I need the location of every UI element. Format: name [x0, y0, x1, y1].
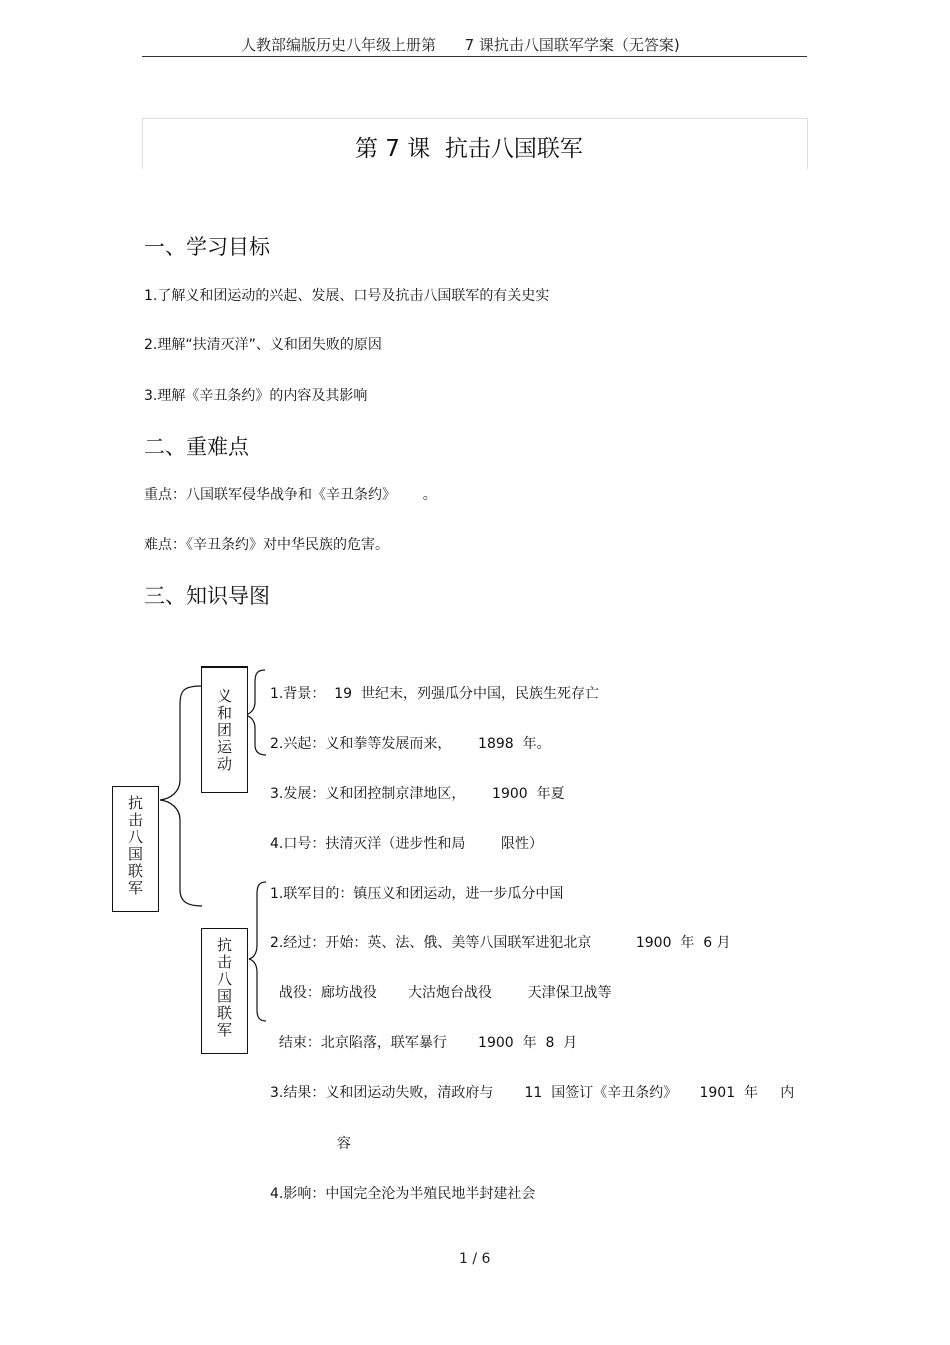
- objective-item: 2.理解“扶清灭洋”、义和团失败的原因: [144, 337, 382, 353]
- section-heading-key-points: 二、重难点: [144, 435, 249, 459]
- difficult-point-text: 难点：《辛丑条约》对中华民族的危害。: [144, 537, 389, 553]
- section-heading-mindmap: 三、知识导图: [144, 584, 270, 608]
- mindmap-item: 2.经过：开始：英、法、俄、美等八国联军进犯北京 1900 年 6 月: [270, 935, 731, 951]
- mindmap-item: 4.口号：扶清灭洋（进步性和局 限性）: [270, 836, 543, 852]
- section-heading-objectives: 一、学习目标: [144, 235, 270, 259]
- mindmap-item: 3.发展：义和团控制京津地区， 1900 年夏: [270, 786, 565, 802]
- key-point-text: 重点：八国联军侵华战争和《辛丑条约》 。: [144, 487, 437, 503]
- mindmap-item: 2.兴起：义和拳等发展而来， 1898 年。: [270, 736, 551, 752]
- mindmap-item: 1.背景： 19 世纪末，列强瓜分中国，民族生死存亡: [270, 686, 599, 702]
- page-number: 1 / 6: [459, 1251, 491, 1267]
- mindmap-item: 4.影响：中国完全沦为半殖民地半封建社会: [270, 1186, 536, 1202]
- mindmap-branch-label: 义 和 团 运 动: [216, 687, 232, 773]
- lesson-title: 第 7 课 抗击八国联军: [355, 136, 583, 162]
- mindmap-item: 结束：北京陷落，联军暴行 1900 年 8 月: [270, 1035, 578, 1051]
- mindmap-item: 3.结果：义和团运动失败，清政府与 11 国签订《辛丑条约》 1901 年 内: [270, 1085, 795, 1101]
- mindmap-item: 战役：廊坊战役 大沽炮台战役 天津保卫战等: [270, 985, 612, 1001]
- mindmap-item-continued: 容: [337, 1136, 351, 1152]
- objective-item: 3.理解《辛丑条约》的内容及其影响: [144, 388, 368, 404]
- mindmap-branch-box-boxer: [201, 666, 248, 793]
- mindmap-item: 1.联军目的：镇压义和团运动，进一步瓜分中国: [270, 886, 564, 902]
- objective-item: 1.了解义和团运动的兴起、发展、口号及抗击八国联军的有关史实: [144, 288, 550, 304]
- mindmap-branch-box-resist: [201, 928, 248, 1054]
- page-header: 人教部编版历史八年级上册第 7 课抗击八国联军学案（无答案): [241, 36, 680, 54]
- mindmap-branch-label: 抗 击 八 国 联 军: [216, 936, 232, 1039]
- mindmap-root-box: [112, 786, 159, 912]
- mindmap-root-label: 抗 击 八 国 联 军: [127, 794, 143, 897]
